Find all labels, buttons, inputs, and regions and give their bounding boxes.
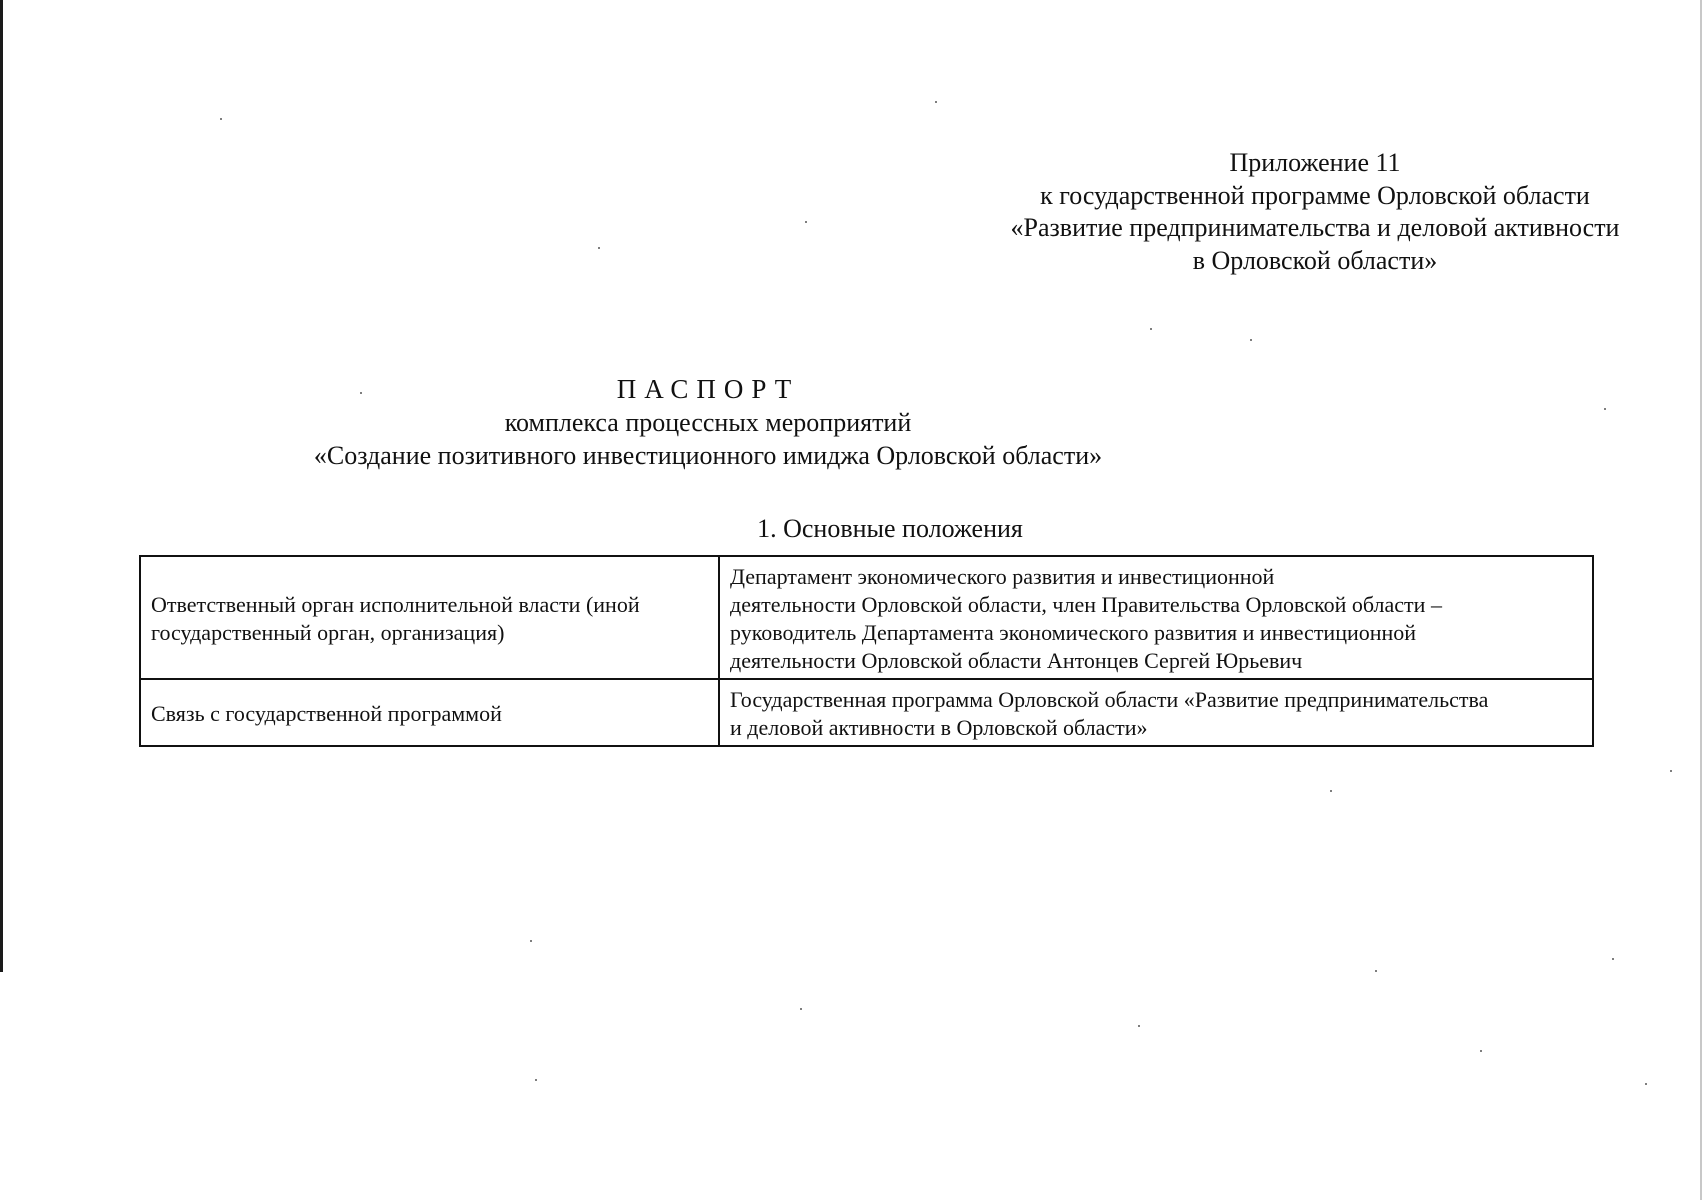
cell-text-line: деятельности Орловской области, член Правительства Орловской области – bbox=[730, 592, 1442, 617]
scan-speck bbox=[360, 392, 362, 394]
table-row bbox=[140, 679, 1593, 746]
table-cell-label bbox=[140, 556, 719, 679]
scan-speck bbox=[220, 118, 222, 120]
scan-speck bbox=[1670, 770, 1672, 772]
scan-speck bbox=[800, 1008, 802, 1010]
scan-speck bbox=[530, 940, 532, 942]
table-cell-label bbox=[140, 679, 719, 746]
cell-text-line: государственный орган, организация) bbox=[151, 620, 505, 645]
scan-speck bbox=[598, 247, 600, 249]
appendix-program-name-cont: в Орловской области» bbox=[1192, 245, 1438, 275]
scan-speck bbox=[1612, 958, 1614, 960]
scan-speck bbox=[1604, 408, 1606, 410]
scan-speck bbox=[535, 1079, 537, 1081]
scan-speck bbox=[1138, 1025, 1140, 1027]
cell-text-line: Связь с государственной программой bbox=[151, 701, 502, 726]
passport-complex-name: «Создание позитивного инвестиционного имиджа Орловской области» bbox=[313, 441, 1103, 470]
table-cell-value bbox=[719, 556, 1593, 679]
appendix-number: Приложение 11 bbox=[1229, 148, 1401, 177]
scan-speck bbox=[1250, 339, 1252, 341]
appendix-program-name: «Развитие предпринимательства и деловой активности bbox=[1010, 213, 1620, 242]
section-heading-wrapper bbox=[0, 512, 1708, 546]
cell-text-line: Государственная программа Орловской области «Развитие предпринимательства bbox=[730, 687, 1489, 712]
passport-heading bbox=[0, 373, 1416, 472]
table-cell-value bbox=[719, 679, 1593, 746]
appendix-header bbox=[950, 147, 1680, 277]
scan-left-border bbox=[0, 0, 3, 972]
cell-text-line: деятельности Орловской области Антонцев Сергей Юрьевич bbox=[730, 648, 1303, 673]
scan-speck bbox=[1330, 790, 1332, 792]
scan-speck bbox=[1150, 328, 1152, 330]
cell-text-line: руководитель Департамента экономического развития и инвестиционной bbox=[730, 620, 1417, 645]
cell-text-line: и деловой активности в Орловской области» bbox=[730, 715, 1148, 740]
scan-speck bbox=[1645, 1083, 1647, 1085]
passport-title: ПАСПОРТ bbox=[616, 374, 800, 404]
appendix-program-ref: к государственной программе Орловской области bbox=[1040, 180, 1590, 210]
main-provisions-table bbox=[139, 555, 1594, 747]
table-row bbox=[140, 556, 1593, 679]
section-heading: 1. Основные положения bbox=[757, 514, 1023, 543]
scan-speck bbox=[935, 101, 937, 103]
cell-text-line: Ответственный орган исполнительной власти (иной bbox=[151, 592, 640, 617]
scan-speck bbox=[1375, 970, 1377, 972]
scan-right-border bbox=[1700, 0, 1702, 1200]
cell-text-line: Департамент экономического развития и инвестиционной bbox=[730, 564, 1275, 589]
scan-speck bbox=[805, 221, 807, 223]
passport-subtitle: комплекса процессных мероприятий bbox=[504, 408, 912, 437]
scan-speck bbox=[1480, 1050, 1482, 1052]
